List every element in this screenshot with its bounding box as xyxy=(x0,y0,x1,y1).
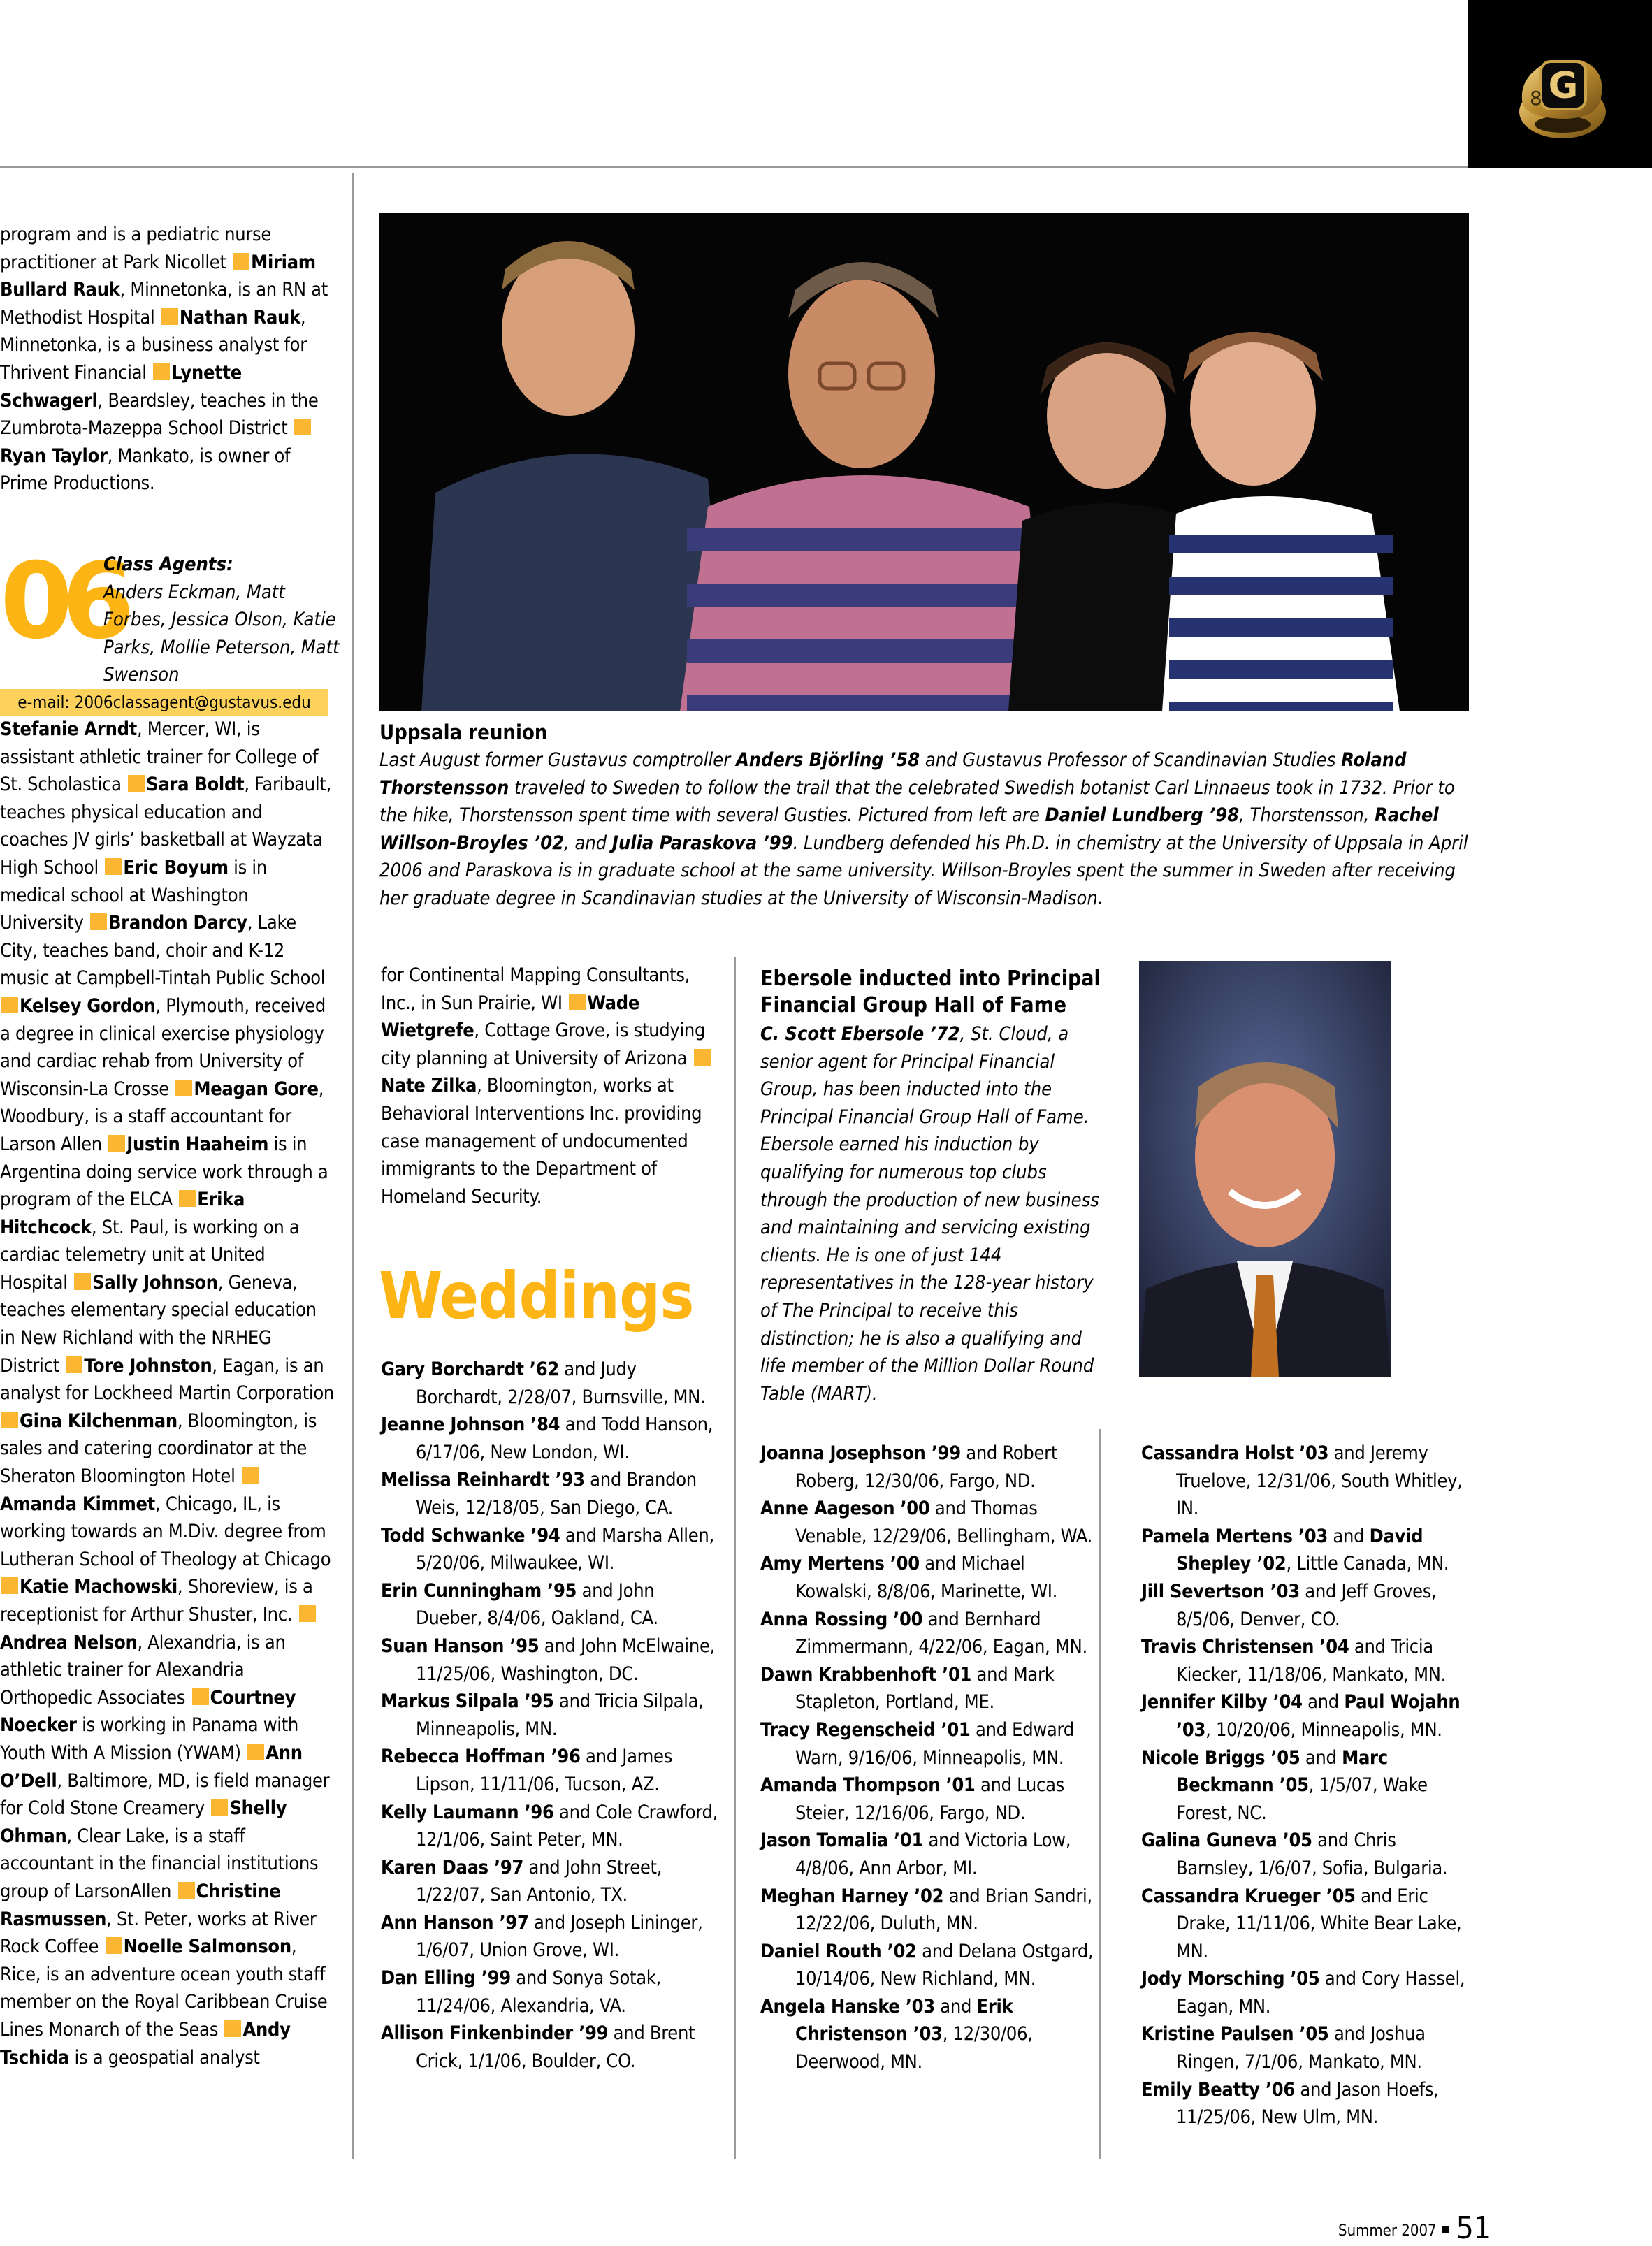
text-run: , 1/5/07, Wake Forest, NC. xyxy=(1176,1774,1428,1824)
column-divider xyxy=(1099,1429,1101,2159)
text-run: and Gustavus Professor of Scandinavian Studies xyxy=(920,749,1342,771)
wedding-entry xyxy=(760,1550,1096,1605)
bullet-square-icon xyxy=(247,1744,264,1760)
text-run: is a geospatial analyst xyxy=(69,2046,260,2069)
alumni-name: Jeanne Johnson ’84 xyxy=(381,1414,560,1436)
alumni-name: Sara Boldt xyxy=(146,774,245,796)
bullet-square-icon xyxy=(74,1273,91,1290)
alumni-name: Justin Haaheim xyxy=(126,1133,269,1155)
separator-square-icon xyxy=(1442,2226,1449,2233)
wedding-entry xyxy=(381,1799,723,1854)
text-run: , Shoreview, is a receptionist for Arthur Shuster, Inc. xyxy=(0,1576,313,1625)
alumni-name: Lynette Schwagerl xyxy=(0,361,242,412)
alumni-name: Tracy Regenscheid ’01 xyxy=(760,1718,971,1741)
bullet-square-icon xyxy=(242,1467,259,1484)
weddings-heading: Weddings xyxy=(379,1259,694,1333)
alumni-name: Nicole Briggs ’05 xyxy=(1141,1746,1300,1769)
weddings-list-2 xyxy=(760,1440,1096,2076)
alumni-name: Melissa Reinhardt ’93 xyxy=(381,1469,585,1491)
text-run: and John Street, 1/22/07, San Antonio, TX. xyxy=(416,1856,662,1906)
text-run: and Michael Kowalski, 8/8/06, Marinette, WI. xyxy=(795,1553,1058,1602)
text-run: is in medical school at Washington University xyxy=(0,856,267,934)
wedding-entry xyxy=(1141,1688,1477,1744)
alumni-name: Rebecca Hoffman ’96 xyxy=(381,1746,581,1768)
text-run: and Marsha Allen, 5/20/06, Milwaukee, WI. xyxy=(416,1524,714,1574)
uppsala-reunion-photo xyxy=(379,213,1469,711)
text-run: and Lucas Steier, 12/16/06, Fargo, ND. xyxy=(795,1774,1065,1824)
wedding-entry xyxy=(1141,1827,1477,1882)
bullet-square-icon xyxy=(128,775,145,792)
alumni-name: Andrea Nelson xyxy=(0,1631,138,1653)
alumni-name: Erin Cunningham ’95 xyxy=(381,1579,577,1602)
alumni-name: Gina Kilchenman xyxy=(20,1410,177,1432)
alumni-name: Markus Silpala ’95 xyxy=(381,1690,554,1713)
bullet-square-icon xyxy=(153,363,170,380)
wedding-entry xyxy=(381,1411,723,1466)
text-run: , Bloomington, works at Behavioral Interventions Inc. providing case management of undocumented immigrants to the Department of Homeland Security. xyxy=(381,1075,702,1208)
text-run: and Edward Warn, 9/16/06, Minneapolis, MN. xyxy=(795,1718,1074,1769)
text-run: and xyxy=(934,1995,977,2017)
bullet-square-icon xyxy=(299,1605,316,1622)
text-run: and Sonya Sotak, 11/24/06, Alexandria, VA. xyxy=(416,1967,661,2017)
svg-text:8: 8 xyxy=(1530,87,1542,110)
alumni-name: Angela Hanske ’03 xyxy=(760,1995,935,2017)
text-run: and Jeff Groves, 8/5/06, Denver, CO. xyxy=(1176,1580,1437,1630)
alumni-name: Jill Severtson ’03 xyxy=(1141,1580,1300,1602)
text-run: . Lundberg defended his Ph.D. in chemistry at the University of Uppsala in April 2006 and Paraskova is in graduate school at the same university. Willson-Broyles spent the summer in Sweden after receiving her graduate degree in Scandinavian studies at the University of Wisconsin-Madison. xyxy=(379,832,1468,909)
alumni-name: Travis Christensen ’04 xyxy=(1141,1636,1349,1658)
text-run: and Jeremy Truelove, 12/31/06, South Whitley, IN. xyxy=(1176,1442,1463,1520)
alumni-name: Anna Rossing ’00 xyxy=(760,1608,923,1630)
alumni-name: Miriam Bullard Rauk xyxy=(0,251,316,301)
wedding-entry xyxy=(1141,1440,1477,1523)
text-run: , Baltimore, MD, is field manager for Cold Stone Creamery xyxy=(0,1769,330,1820)
alumni-name: Ann O’Dell xyxy=(0,1741,303,1792)
alumni-name: Ann Hanson ’97 xyxy=(381,1911,529,1934)
bullet-square-icon xyxy=(66,1356,82,1373)
alumni-name: Shelly Ohman xyxy=(0,1797,287,1847)
wedding-entry xyxy=(760,1716,1096,1772)
alumni-name: Marc Beckmann ’05 xyxy=(1176,1746,1388,1797)
alumni-name: C. Scott Ebersole ’72 xyxy=(760,1023,960,1045)
bullet-square-icon xyxy=(1,997,18,1013)
alumni-name: Katie Machowski xyxy=(20,1576,177,1598)
text-run: , Minnetonka, is a business analyst for Thrivent Financial xyxy=(0,306,307,384)
text-run: and John Dueber, 8/4/06, Oakland, CA. xyxy=(416,1579,658,1630)
wedding-entry xyxy=(1141,1523,1477,1578)
text-run: and James Lipson, 11/11/06, Tucson, AZ. xyxy=(416,1746,673,1795)
alumni-name: David Shepley ’02 xyxy=(1176,1525,1423,1575)
text-run: and Jason Hoefs, 11/25/06, New Ulm, MN. xyxy=(1176,2078,1439,2129)
text-run: and Joshua Ringen, 7/1/06, Mankato, MN. xyxy=(1176,2023,1426,2073)
alumni-name: Erik Christenson ’03 xyxy=(795,1995,1013,2045)
text-run: , St. Peter, works at River Rock Coffee xyxy=(0,1908,317,1958)
alumni-name: Nate Zilka xyxy=(381,1075,477,1097)
class-notes-2006 xyxy=(0,716,335,2071)
text-run: , Eagan, is an analyst for Lockheed Martin Corporation xyxy=(0,1354,335,1405)
bullet-square-icon xyxy=(175,1080,192,1096)
wedding-entry xyxy=(1141,1633,1477,1688)
text-run: , 12/30/06, Deerwood, MN. xyxy=(795,2023,1033,2073)
alumni-name: Tore Johnston xyxy=(84,1354,212,1377)
class-agents xyxy=(103,551,341,689)
ebersole-story xyxy=(760,1020,1110,1407)
wedding-entry xyxy=(760,1495,1096,1550)
weddings-list-3 xyxy=(1141,1440,1477,2131)
text-run: , Chicago, IL, is working towards an M.Div. degree from Lutheran School of Theology at Chicago xyxy=(0,1493,331,1570)
wedding-entry xyxy=(760,1993,1096,2076)
text-run: and xyxy=(1300,1746,1342,1769)
bullet-square-icon xyxy=(1,1577,18,1594)
text-run: Last August former Gustavus comptroller xyxy=(379,749,736,771)
wedding-entry xyxy=(1141,1744,1477,1827)
text-run: , and xyxy=(564,832,612,854)
alumni-name: Amy Mertens ’00 xyxy=(760,1553,920,1575)
alumni-name: Anders Björling ’58 xyxy=(735,749,920,771)
wedding-entry xyxy=(760,1661,1096,1716)
text-run: , Bloomington, is sales and catering coordinator at the Sheraton Bloomington Hotel xyxy=(0,1410,317,1488)
wedding-entry xyxy=(760,1772,1096,1827)
alumni-name: Brandon Darcy xyxy=(108,912,247,934)
ebersole-headline: Ebersole inducted into Principal Financial Group Hall of Fame xyxy=(760,966,1101,1017)
wedding-entry xyxy=(381,1854,723,1909)
alumni-name: Courtney Noecker xyxy=(0,1686,296,1737)
header-rule xyxy=(0,166,1469,168)
text-run: , Geneva, teaches elementary special education in New Richland with the NRHEG District xyxy=(0,1271,317,1377)
alumni-name: Cassandra Krueger ’05 xyxy=(1141,1885,1356,1907)
alumni-name: Daniel Routh ’02 xyxy=(760,1940,917,1962)
text-run: and Thomas Venable, 12/29/06, Bellingham, WA. xyxy=(795,1498,1093,1547)
wedding-entry xyxy=(381,1909,723,1964)
class-notes-intro xyxy=(0,221,335,498)
alumni-name: Noelle Salmonson xyxy=(123,1936,291,1958)
wedding-entry xyxy=(1141,1578,1477,1633)
wedding-entry xyxy=(1141,2076,1477,2131)
text-run: , Clear Lake, is a staff accountant in the financial institutions group of LarsonAllen xyxy=(0,1825,319,1902)
class-year-number: 06 xyxy=(0,541,124,662)
text-run: and Victoria Low, 4/8/06, Ann Arbor, MI. xyxy=(795,1830,1071,1879)
bullet-square-icon xyxy=(106,1937,122,1954)
text-run: , Cottage Grove, is studying city planning at University of Arizona xyxy=(381,1020,706,1069)
text-run: and Cory Hassel, Eagan, MN. xyxy=(1176,1968,1465,2017)
alumni-name: Meagan Gore xyxy=(194,1078,319,1100)
alumni-name: Kelly Laumann ’96 xyxy=(381,1801,554,1823)
alumni-name: Meghan Harney ’02 xyxy=(760,1885,944,1907)
alumni-name: Wade Wietgrefe xyxy=(381,992,640,1042)
wedding-entry xyxy=(760,1440,1096,1495)
text-run: traveled to Sweden to follow the trail that the celebrated Swedish botanist Carl Linnaeus took in 1732. Prior to the hike, Thorstensson spent time with several Gusties. Pictured from left are xyxy=(379,776,1455,827)
text-run: , Alexandria, is an athletic trainer for Alexandria Orthopedic Associates xyxy=(0,1631,286,1709)
column-divider xyxy=(352,173,354,2159)
bullet-square-icon xyxy=(211,1799,228,1816)
text-run: and Tricia Silpala, Minneapolis, MN. xyxy=(416,1690,704,1740)
text-run: and Brian Sandri, 12/22/06, Duluth, MN. xyxy=(795,1885,1092,1935)
alumni-name: Cassandra Holst ’03 xyxy=(1141,1442,1329,1464)
alumni-name: Sally Johnson xyxy=(92,1271,218,1294)
issue-label: Summer 2007 xyxy=(1338,2222,1437,2240)
alumni-name: Anne Aageson ’00 xyxy=(760,1498,930,1520)
text-run: and Eric Drake, 11/11/06, White Bear Lake, MN. xyxy=(1176,1885,1462,1962)
text-run: , Woodbury, is a staff accountant for Larson Allen xyxy=(0,1078,324,1155)
alumni-name: Ryan Taylor xyxy=(0,444,108,467)
class-agent-email[interactable]: e-mail: 2006classagent@gustavus.edu xyxy=(0,689,328,716)
wedding-entry xyxy=(1141,1883,1477,1966)
text-run: and Todd Hanson, 6/17/06, New London, WI. xyxy=(416,1414,713,1463)
bullet-square-icon xyxy=(694,1049,711,1066)
text-run: is in Argentina doing service work through a program of the ELCA xyxy=(0,1133,328,1211)
svg-text:G: G xyxy=(1548,65,1579,107)
column-divider xyxy=(734,957,736,2159)
bullet-square-icon xyxy=(224,2020,241,2037)
text-run: , St. Paul, is working on a cardiac telemetry unit at United Hospital xyxy=(0,1216,300,1294)
alumni-name: Joanna Josephson ’99 xyxy=(760,1442,961,1464)
alumni-name: Daniel Lundberg ’98 xyxy=(1045,804,1240,827)
bullet-square-icon xyxy=(294,419,311,435)
wedding-entry xyxy=(381,1743,723,1798)
alumni-name: Amanda Kimmet xyxy=(0,1493,155,1515)
bullet-square-icon xyxy=(178,1882,195,1899)
alumni-name: Julia Paraskova ’99 xyxy=(611,832,793,854)
text-run: and Tricia Kiecker, 11/18/06, Mankato, MN. xyxy=(1176,1636,1447,1686)
bullet-square-icon xyxy=(1,1412,18,1428)
bullet-square-icon xyxy=(569,994,586,1010)
alumni-name: Pamela Mertens ’03 xyxy=(1141,1525,1328,1547)
text-run: , Faribault, teaches physical education and coaches JV girls’ basketball at Wayzata High School xyxy=(0,774,331,878)
alumni-name: Dan Elling ’99 xyxy=(381,1967,511,1990)
alumni-name: Roland Thorstensson xyxy=(379,749,1407,799)
text-run: and Cole Crawford, 12/1/06, Saint Peter, MN. xyxy=(416,1801,718,1851)
alumni-name: Kristine Paulsen ’05 xyxy=(1141,2023,1329,2045)
text-run: , Lake City, teaches band, choir and K-12 music at Campbell-Tintah Public School xyxy=(0,912,326,990)
text-run: , Beardsley, teaches in the Zumbrota-Mazeppa School District xyxy=(0,389,319,440)
alumni-name: Suan Hanson ’95 xyxy=(381,1635,539,1657)
wedding-entry xyxy=(381,1632,723,1688)
wedding-entry xyxy=(760,1883,1096,1938)
text-run: and Mark Stapleton, Portland, ME. xyxy=(795,1663,1055,1714)
class-ring-G-icon xyxy=(1468,0,1652,168)
text-run: , 10/20/06, Minneapolis, MN. xyxy=(1205,1718,1442,1741)
wedding-entry xyxy=(381,1356,723,1411)
alumni-name: Eric Boyum xyxy=(123,856,229,878)
text-run: and John McElwaine, 11/25/06, Washington, DC. xyxy=(416,1635,716,1685)
wedding-entry xyxy=(381,1522,723,1577)
alumni-name: Jason Tomalia ’01 xyxy=(760,1830,924,1852)
alumni-name: Allison Finkenbinder ’99 xyxy=(381,2022,609,2045)
text-run: , Minnetonka, is an RN at Methodist Hospital xyxy=(0,279,328,328)
text-run: , Thorstensson, xyxy=(1239,804,1375,827)
weddings-list-1 xyxy=(381,1356,723,2075)
wedding-entry xyxy=(381,1577,723,1632)
text-run: and Bernhard Zimmermann, 4/22/06, Eagan, MN. xyxy=(795,1608,1087,1658)
text-run: and Robert Roberg, 12/30/06, Fargo, ND. xyxy=(795,1442,1058,1492)
page-number: 51 xyxy=(1456,2210,1491,2246)
wedding-entry xyxy=(760,1827,1096,1882)
class-agents-names: Anders Eckman, Matt Forbes, Jessica Olson, Katie Parks, Mollie Peterson, Matt Swenson xyxy=(103,581,340,686)
text-run: and xyxy=(1328,1525,1370,1547)
bullet-square-icon xyxy=(233,253,249,270)
wedding-entry xyxy=(381,1466,723,1521)
bullet-square-icon xyxy=(108,1135,125,1152)
text-run: and xyxy=(1302,1691,1345,1714)
alumni-name: Galina Guneva ’05 xyxy=(1141,1830,1312,1852)
text-run: and Delana Ostgard, 10/14/06, New Richland, MN. xyxy=(795,1940,1094,1990)
text-run: and Chris Barnsley, 1/6/07, Sofia, Bulgaria. xyxy=(1176,1830,1448,1879)
alumni-name: Gary Borchardt ’62 xyxy=(381,1359,559,1380)
bullet-square-icon xyxy=(192,1688,209,1705)
class-agents-label: Class Agents: xyxy=(103,553,233,575)
text-run: and Joseph Lininger, 1/6/07, Union Grove, WI. xyxy=(416,1911,703,1962)
wedding-entry xyxy=(381,2020,723,2075)
text-run: and Judy Borchardt, 2/28/07, Burnsville, MN. xyxy=(416,1359,706,1408)
photo-caption-title: Uppsala reunion xyxy=(379,720,548,744)
text-run: and Brent Crick, 1/1/06, Boulder, CO. xyxy=(416,2022,695,2072)
bullet-square-icon xyxy=(179,1190,196,1207)
alumni-name: Jennifer Kilby ’04 xyxy=(1141,1691,1303,1714)
ebersole-portrait xyxy=(1139,961,1391,1377)
text-run: , Mercer, WI, is assistant athletic trainer for College of St. Scholastica xyxy=(0,718,319,796)
alumni-name: Todd Schwanke ’94 xyxy=(381,1524,560,1546)
text-run: , Mankato, is owner of Prime Productions. xyxy=(0,444,291,495)
alumni-name: Christine Rasmussen xyxy=(0,1880,281,1930)
alumni-name: Karen Daas ’97 xyxy=(381,1856,524,1878)
alumni-name: Erika Hitchcock xyxy=(0,1189,245,1238)
text-run: , Plymouth, received a degree in clinical exercise physiology and cardiac rehab from University of Wisconsin-La Crosse xyxy=(0,994,326,1100)
bullet-square-icon xyxy=(90,913,107,930)
text-run: program and is a pediatric nurse practitioner at Park Nicollet xyxy=(0,224,272,273)
class-ring-image xyxy=(1468,0,1652,168)
wedding-entry xyxy=(1141,1965,1477,2020)
text-run: and Brandon Weis, 12/18/05, San Diego, CA. xyxy=(416,1469,697,1519)
wedding-entry xyxy=(381,1964,723,2020)
alumni-name: Kelsey Gordon xyxy=(20,994,156,1017)
text-run: , St. Cloud, a senior agent for Principal Financial Group, has been inducted into the Principal Financial Group Hall of Fame. Ebersole earned his induction by qualifying for numerous top clubs through the production of new business and maintaining and servicing existing clients. He is one of just 144 representatives in the 128-year history of The Principal to receive this distinction; he is also a qualifying and life member of the Million Dollar Round Table (MART). xyxy=(760,1023,1099,1405)
bullet-square-icon xyxy=(105,858,122,875)
text-run: , Rice, is an adventure ocean youth staff member on the Royal Caribbean Cruise Lines Monarch of the Seas xyxy=(0,1936,328,2041)
wedding-entry xyxy=(760,1606,1096,1661)
wedding-entry xyxy=(1141,2020,1477,2075)
page-footer xyxy=(1338,2210,1491,2246)
alumni-name: Andy Tschida xyxy=(0,2018,291,2069)
text-run: is working in Panama with Youth With A Mission (YWAM) xyxy=(0,1714,299,1764)
photo-caption xyxy=(379,746,1470,913)
text-run: for Continental Mapping Consultants, Inc., in Sun Prairie, WI xyxy=(381,964,690,1014)
alumni-name: Nathan Rauk xyxy=(179,306,300,328)
text-run: , Little Canada, MN. xyxy=(1286,1553,1449,1575)
alumni-name: Rachel Willson-Broyles ’02 xyxy=(379,804,1439,854)
alumni-name: Amanda Thompson ’01 xyxy=(760,1774,976,1797)
class-notes-continued xyxy=(381,962,716,1210)
wedding-entry xyxy=(381,1688,723,1743)
alumni-name: Emily Beatty ’06 xyxy=(1141,2078,1295,2101)
alumni-name: Dawn Krabbenhoft ’01 xyxy=(760,1663,972,1686)
wedding-entry xyxy=(760,1938,1096,1993)
alumni-name: Paul Wojahn ’03 xyxy=(1176,1691,1461,1741)
alumni-name: Jody Morsching ’05 xyxy=(1141,1968,1320,1990)
alumni-name: Stefanie Arndt xyxy=(0,718,137,740)
bullet-square-icon xyxy=(161,308,178,325)
